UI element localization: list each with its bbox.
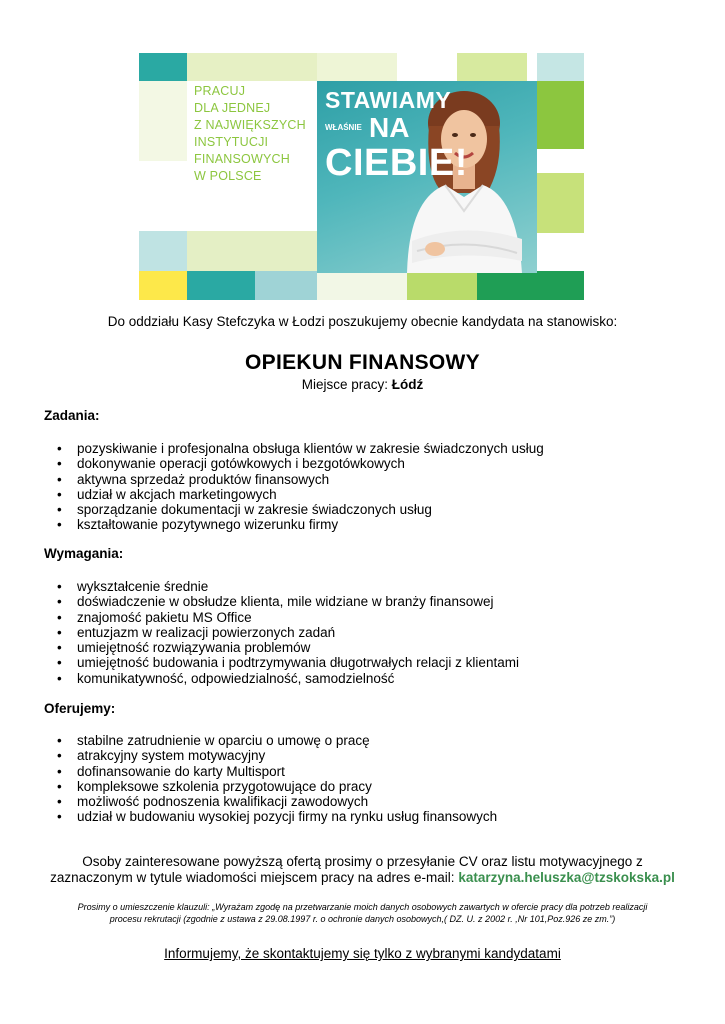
location-value: Łódź: [391, 377, 424, 392]
list-item: • kształtowanie pozytywnego wizerunku firmy: [44, 517, 544, 532]
tile-green-top-right: [457, 53, 527, 81]
contact-line: [0, 870, 725, 886]
banner-tagline-line: DLA JEDNEJ: [194, 101, 271, 115]
requirements-list: [44, 579, 519, 686]
list-item: • stabilne zatrudnienie w oparciu o umowę o pracę: [44, 733, 497, 748]
tile-green-left-mid: [187, 231, 317, 273]
banner-tagline-line: Z NAJWIĘKSZYCH: [194, 118, 306, 132]
list-item: • dofinansowanie do karty Multisport: [44, 764, 497, 779]
banner-photo: [317, 81, 537, 273]
job-title: OPIEKUN FINANSOWY: [245, 351, 480, 374]
tile-dark-green-bottom: [477, 271, 584, 300]
list-item: • udział w akcjach marketingowych: [44, 487, 544, 502]
list-item: • kompleksowe szkolenia przygotowujące do pracy: [44, 779, 497, 794]
tile-white-bottom: [317, 273, 407, 300]
contact-line: Osoby zainteresowane powyższą ofertą prosimy o przesyłanie CV oraz listu motywacyjnego z: [82, 854, 643, 869]
contact-line-prefix: zaznaczonym w tytule wiadomości miejscem pracy na adres e-mail:: [50, 870, 459, 885]
list-item: • znajomość pakietu MS Office: [44, 610, 519, 625]
list-item: • aktywna sprzedaż produktów finansowych: [44, 472, 544, 487]
list-item: • entuzjazm w realizacji powierzonych zadań: [44, 625, 519, 640]
list-item: • umiejętność budowania i podtrzymywania długotrwałych relacji z klientami: [44, 655, 519, 670]
consent-line: Prosimy o umieszczenie klauzuli: „Wyrażam zgodę na przetwarzanie moich danych osobowych zawartych w ofercie pracy dla potrzeb realizacji: [77, 902, 648, 912]
banner-tagline-line: W POLSCE: [194, 169, 262, 183]
banner-slogan: [325, 87, 468, 183]
list-item: • komunikatywność, odpowiedzialność, samodzielność: [44, 671, 519, 686]
list-item: • wykształcenie średnie: [44, 579, 519, 594]
requirements-heading: Wymagania:: [44, 546, 124, 561]
intro-text: Do oddziału Kasy Stefczyka w Łodzi poszukujemy obecnie kandydata na stanowisko:: [107, 314, 618, 329]
location-label: Miejsce pracy:: [301, 377, 392, 392]
banner-tagline-line: FINANSOWYCH: [194, 152, 290, 166]
email-link[interactable]: katarzyna.heluszka@tzskokska.pl: [458, 870, 675, 885]
consent-clause: [40, 901, 685, 925]
tile-yellow-bottom-left: [139, 271, 187, 300]
recruitment-banner: [139, 53, 584, 300]
tile-teal-top-right: [537, 53, 584, 81]
slogan-ciebie: CIEBIE!: [325, 142, 468, 184]
tile-light-teal-bottom: [255, 271, 317, 300]
tile-teal-bottom: [187, 271, 255, 300]
list-item: • dokonywanie operacji gotówkowych i bezgotówkowych: [44, 456, 544, 471]
tasks-heading: Zadania:: [44, 408, 100, 423]
job-location: [0, 377, 725, 392]
slogan-na: NA: [369, 112, 410, 143]
slogan-stawiamy: STAWIAMY: [325, 87, 452, 113]
tile-light-top-mid: [317, 53, 397, 81]
banner-tagline-line: PRACUJ: [194, 84, 246, 98]
tile-green-bottom: [407, 273, 477, 300]
list-item: • doświadczenie w obsłudze klienta, mile widziane w branży finansowej: [44, 594, 519, 609]
tasks-list: [44, 441, 544, 533]
offer-heading: Oferujemy:: [44, 701, 116, 716]
offer-list: [44, 733, 497, 825]
list-item: • atrakcyjny system motywacyjny: [44, 748, 497, 763]
slogan-line-na: [325, 113, 468, 143]
tile-light-teal-left: [139, 231, 187, 273]
tile-light-green-top: [187, 53, 317, 81]
tile-teal-top-left: [139, 53, 187, 81]
list-item: • pozyskiwanie i profesjonalna obsługa klientów w zakresie świadczonych usług: [44, 441, 544, 456]
tile-green-right-mid: [537, 173, 584, 233]
banner-tagline: [194, 83, 324, 185]
list-item: • udział w budowaniu wysokiej pozycji firmy na rynku usług finansowych: [44, 809, 497, 824]
tile-green-right-col: [537, 81, 584, 149]
slogan-wlasnie: WŁAŚNIE: [325, 123, 362, 132]
list-item: • możliwość podnoszenia kwalifikacji zawodowych: [44, 794, 497, 809]
contact-info-note: Informujemy, że skontaktujemy się tylko z wybranymi kandydatami: [164, 946, 561, 961]
list-item: • umiejętność rozwiązywania problemów: [44, 640, 519, 655]
tile-light-left-mid: [139, 81, 187, 161]
banner-tagline-line: INSTYTUCJI: [194, 135, 269, 149]
contact-paragraph: [0, 854, 725, 886]
list-item: • sporządzanie dokumentacji w zakresie świadczonych usług: [44, 502, 544, 517]
consent-line: procesu rekrutacji (zgodnie z ustawa z 29.08.1997 r. o ochronie danych osobowych,( DZ. U. z 2002 r. ,Nr 101,Poz.926 ze zm.”): [109, 914, 616, 924]
